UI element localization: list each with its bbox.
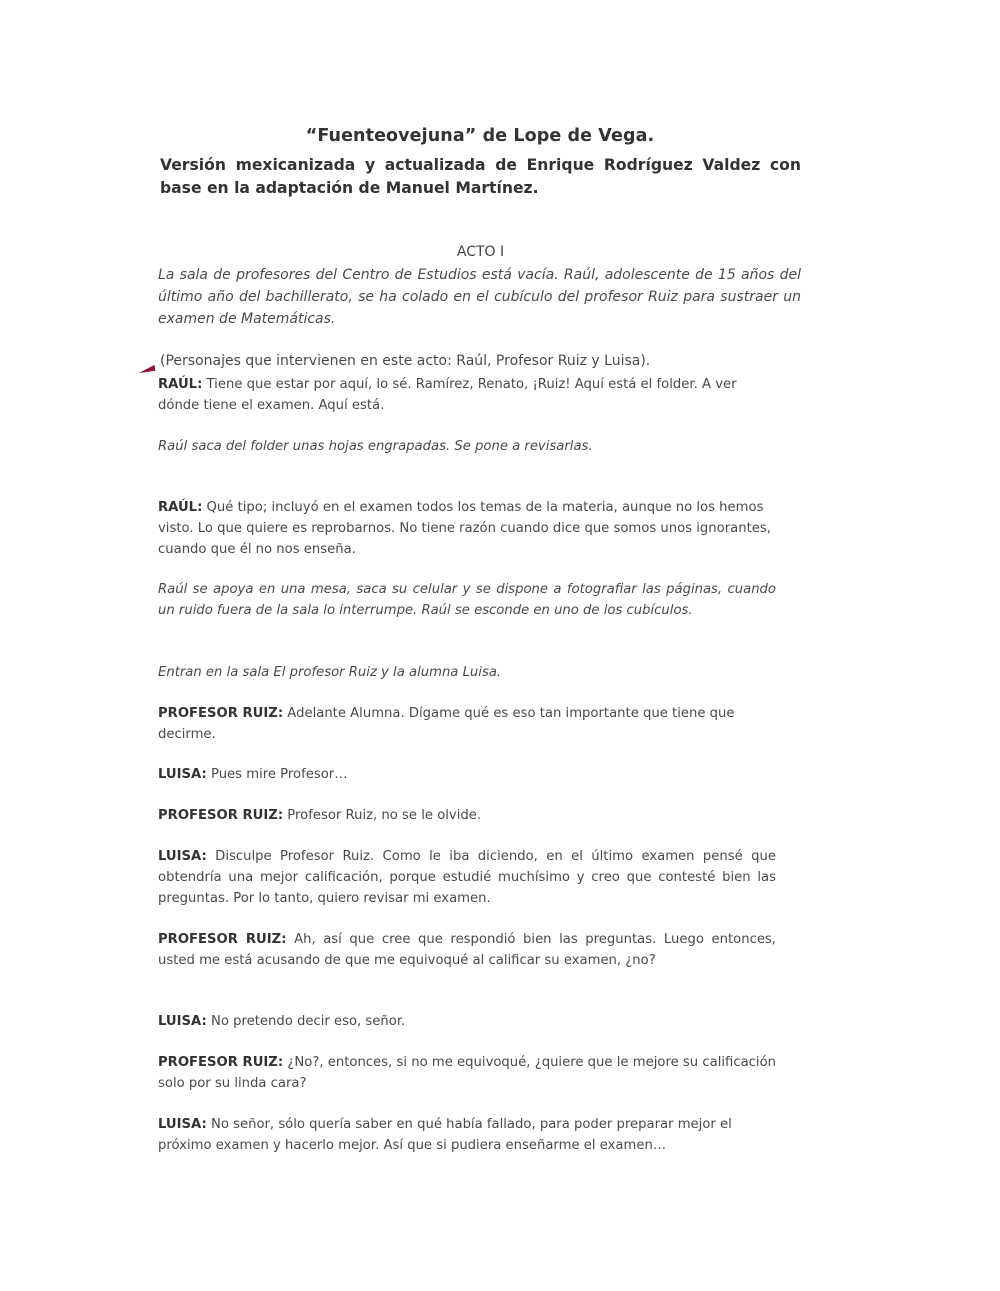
document-title: “Fuenteovejuna” de Lope de Vega. [305,126,655,146]
dialogue-text: Profesor Ruiz, no se le olvide. [283,808,482,823]
dialogue-text: ¿No?, entonces, si no me equivoqué, ¿quiere que le mejore su calificación solo por su linda cara? [158,1055,777,1091]
dialogue-line [158,929,776,971]
speaker-name: PROFESOR RUIZ: [158,706,284,721]
dialogue-line [158,497,780,560]
speaker-name: PROFESOR RUIZ: [158,808,284,823]
dialogue-line [158,1011,776,1032]
dialogue-line [158,1052,776,1094]
dialogue-text: No pretendo decir eso, señor. [206,1014,406,1029]
stage-direction-intro: La sala de profesores del Centro de Estudios está vacía. Raúl, adolescente de 15 años del último año del bachillerato, se ha colado en el cubículo del profesor Ruiz para sustraer un examen de Matemáticas. [158,267,801,327]
dialogue-line [158,703,776,745]
speaker-name: RAÚL: [158,377,203,392]
speaker-name: PROFESOR RUIZ: [158,932,287,947]
dialogue-text: Ah, así que cree que respondió bien las preguntas. Luego entonces, usted me está acusando de que me equivoqué al calificar su examen, ¿no? [158,932,776,968]
dialogue-line [158,846,776,909]
speaker-name: RAÚL: [158,500,203,515]
dialogue-text: Pues mire Profesor… [206,767,348,782]
dialogue-line [158,374,776,416]
stage-direction: Raúl saca del folder unas hojas engrapadas. Se pone a revisarlas. [158,439,593,454]
dialogue-line [158,805,776,826]
dialogue-text: Disculpe Profesor Ruiz. Como le iba diciendo, en el último examen pensé que obtendría una mejor calificación, porque estudié muchísimo y creo que contesté bien las preguntas. Por lo tanto, quiero revisar mi examen. [158,849,776,906]
speaker-name: PROFESOR RUIZ: [158,1055,284,1070]
margin-marker-icon [138,365,156,373]
dialogue-text: Qué tipo; incluyó en el examen todos los temas de la materia, aunque no los hemos visto. Lo que quiere es reprobarnos. No tiene razón cuando dice que somos unos ignorantes, cuando que él no nos enseña. [158,500,771,557]
dialogue-text: No señor, sólo quería saber en qué había fallado, para poder preparar mejor el próximo examen y hacerlo mejor. Así que si pudiera enseñarme el examen… [158,1117,732,1153]
dialogue-line [158,764,776,785]
dialogue-line [158,1114,776,1156]
stage-direction: Entran en la sala El profesor Ruiz y la alumna Luisa. [158,665,502,680]
characters-note: (Personajes que intervienen en este acto: Raúl, Profesor Ruiz y Luisa). [160,353,651,369]
dialogue-text: Adelante Alumna. Dígame qué es eso tan importante que tiene que decirme. [158,706,735,742]
speaker-name: LUISA: [158,767,207,782]
speaker-name: LUISA: [158,849,207,864]
document-subtitle: Versión mexicanizada y actualizada de Enrique Rodríguez Valdez con base en la adaptación de Manuel Martínez. [160,156,801,197]
speaker-name: LUISA: [158,1014,207,1029]
act-heading: ACTO I [456,244,505,260]
dialogue-text: Tiene que estar por aquí, lo sé. Ramírez, Renato, ¡Ruiz! Aquí está el folder. A ver dónde tiene el examen. Aquí está. [158,377,737,413]
speaker-name: LUISA: [158,1117,207,1132]
stage-direction: Raúl se apoya en una mesa, saca su celular y se dispone a fotografiar las páginas, cuando un ruido fuera de la sala lo interrumpe. Raúl se esconde en uno de los cubículos. [158,582,776,618]
